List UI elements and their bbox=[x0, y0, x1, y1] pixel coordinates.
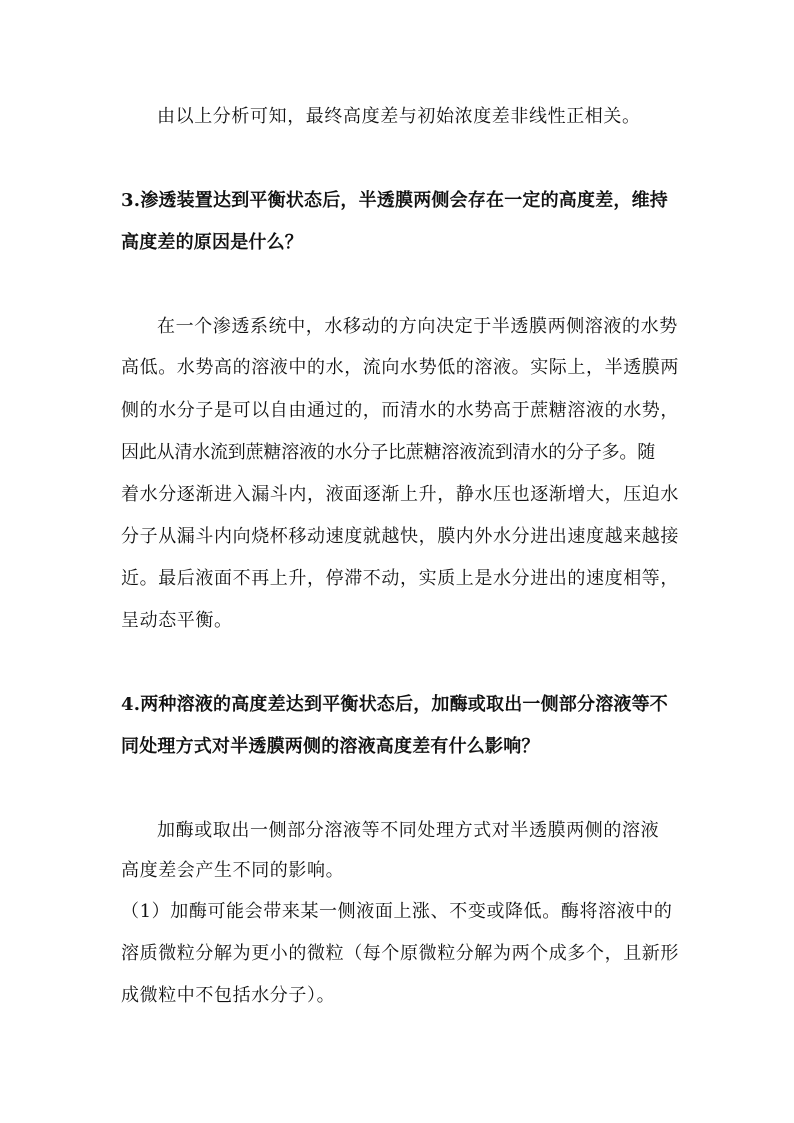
conclusion-paragraph: 由以上分析可知，最终高度差与初始浓度差非线性正相关。 bbox=[157, 106, 641, 127]
answer-4-line-1: 加酶或取出一侧部分溶液等不同处理方式对半透膜两侧的溶液 bbox=[157, 820, 660, 841]
answer-3-line-5: 着水分逐渐进入漏斗内，液面逐渐上升，静水压也逐渐增大，压迫水 bbox=[121, 484, 679, 505]
answer-3-line-4: 因此从清水流到蔗糖溶液的水分子比蔗糖溶液流到清水的分子多。随 bbox=[121, 442, 655, 463]
answer-3-line-2: 高低。水势高的溶液中的水，流向水势低的溶液。实际上，半透膜两 bbox=[121, 357, 679, 378]
answer-3-line-6: 分子从漏斗内向烧杯移动速度就越快，膜内外水分进出速度越来越接 bbox=[121, 526, 679, 547]
answer-4-line-4: 溶质微粒分解为更小的微粒（每个原微粒分解为两个成多个，且新形 bbox=[121, 943, 679, 964]
question-3-line-1: 3.渗透装置达到平衡状态后，半透膜两侧会存在一定的高度差，维持 bbox=[121, 190, 668, 211]
answer-4-line-5: 成微粒中不包括水分子）。 bbox=[121, 985, 336, 1006]
answer-4-line-2: 高度差会产生不同的影响。 bbox=[121, 860, 345, 881]
answer-4-line-3: （1）加酶可能会带来某一侧液面上涨、不变或降低。酶将溶液中的 bbox=[121, 901, 673, 922]
answer-3-line-7: 近。最后液面不再上升，停滞不动，实质上是水分进出的速度相等， bbox=[121, 568, 679, 589]
answer-3-line-3: 侧的水分子是可以自由通过的，而清水的水势高于蔗糖溶液的水势， bbox=[121, 400, 679, 421]
question-4-line-2: 同处理方式对半透膜两侧的溶液高度差有什么影响？ bbox=[121, 736, 540, 757]
answer-3-line-1: 在一个渗透系统中，水移动的方向决定于半透膜两侧溶液的水势 bbox=[157, 316, 678, 337]
question-4-line-1: 4.两种溶液的高度差达到平衡状态后，加酶或取出一侧部分溶液等不 bbox=[121, 694, 668, 715]
answer-3-line-8: 呈动态平衡。 bbox=[121, 610, 233, 631]
question-3-line-2: 高度差的原因是什么？ bbox=[121, 232, 303, 253]
